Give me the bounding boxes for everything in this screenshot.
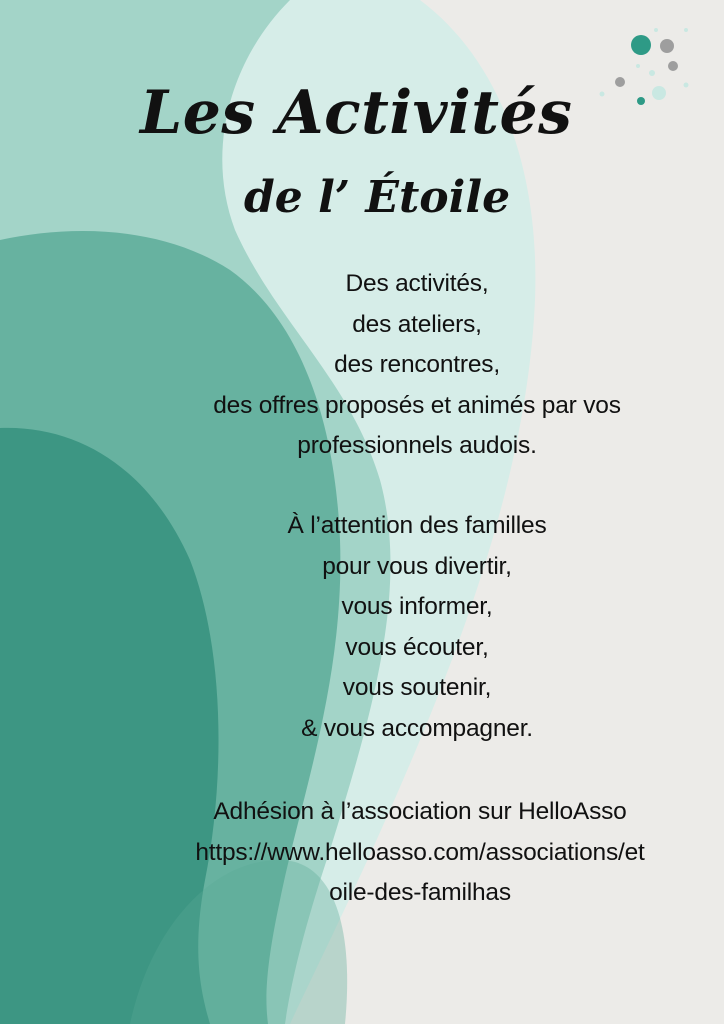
intro-line: professionnels audois. <box>297 432 537 459</box>
intro-line: des offres proposés et animés par vos <box>213 391 621 419</box>
families-line: vous écouter, <box>345 633 489 661</box>
families-line: pour vous divertir, <box>322 552 512 580</box>
membership-heading: Adhésion à l’association sur HelloAsso <box>213 798 627 825</box>
dot-icon <box>668 61 678 71</box>
dot-icon <box>660 39 674 53</box>
intro-line: des rencontres, <box>334 351 500 378</box>
families-line: & vous accompagner. <box>301 714 533 742</box>
intro-text <box>112 264 722 467</box>
page-title: Les Activités <box>140 78 573 148</box>
intro-line: Des activités, <box>345 270 489 297</box>
intro-line: des ateliers, <box>352 310 482 338</box>
dot-icon <box>684 83 689 88</box>
dot-icon <box>649 70 655 76</box>
dot-icon <box>684 28 688 32</box>
membership-url-line: https://www.helloasso.com/associations/et <box>195 838 645 866</box>
families-text <box>112 506 722 749</box>
dot-icon <box>654 28 658 32</box>
membership-url-line: oile-des-familhas <box>329 879 511 906</box>
dot-icon <box>631 35 651 55</box>
dot-icon <box>636 64 640 68</box>
page-subtitle: de l’ Étoile <box>244 172 511 223</box>
families-line: vous informer, <box>341 593 493 620</box>
families-line: vous soutenir, <box>342 674 492 701</box>
families-line: À l’attention des familles <box>287 512 547 539</box>
membership-text <box>120 792 720 914</box>
